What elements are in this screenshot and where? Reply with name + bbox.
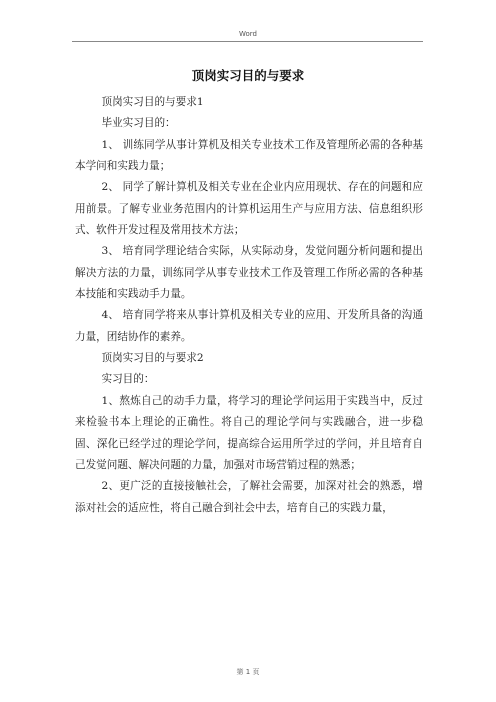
document-body bbox=[75, 92, 423, 519]
page-number: 第 1 页 bbox=[236, 668, 260, 676]
paragraph: 4、 培育同学将来从事计算机及相关专业的应用、开发所具备的沟通力量，团结协作的素养。 bbox=[75, 309, 423, 343]
header-app-label: Word bbox=[239, 30, 257, 38]
paragraph: 实习目的： bbox=[101, 373, 155, 386]
paragraph: 1、 训练同学从事计算机及相关专业技术工作及管理所必需的各种基本学问和实践力量； bbox=[75, 138, 423, 173]
paragraph: 1、熬炼自己的动手力量，将学习的理论学问运用于实践当中，反过来检验书本上理论的正确性。将自己的理论学问与实践融合，进一步稳固、深化已经学过的理论学问，提高综合运用所学过的学问，并且培育自己发觉问题、解决问题的力量，加强对市场营销过程的熟悉； bbox=[75, 394, 423, 471]
paragraph: 顶岗实习目的与要求1 bbox=[101, 96, 204, 108]
paragraph: 2、更广泛的直接接触社会，了解社会需要，加深对社会的熟悉，增添对社会的适应性，将自己融合到社会中去，培育自己的实践力量， bbox=[75, 480, 423, 514]
document-title: 顶岗实习目的与要求 bbox=[191, 68, 305, 83]
header-divider bbox=[72, 41, 423, 42]
paragraph: 3、 培育同学理论结合实际，从实际动身，发觉问题分析问题和提出解决方法的力量，训练同学从事专业技术工作及管理工作所必需的各种基本技能和实践动手力量。 bbox=[75, 245, 423, 301]
paragraph: 毕业实习目的： bbox=[101, 117, 176, 130]
paragraph: 顶岗实习目的与要求2 bbox=[101, 352, 204, 365]
paragraph: 2、 同学了解计算机及相关专业在企业内应用现状、存在的问题和应用前景。了解专业业务范围内的计算机运用生产与应用方法、信息组织形式、软件开发过程及常用技术方法； bbox=[75, 181, 423, 237]
